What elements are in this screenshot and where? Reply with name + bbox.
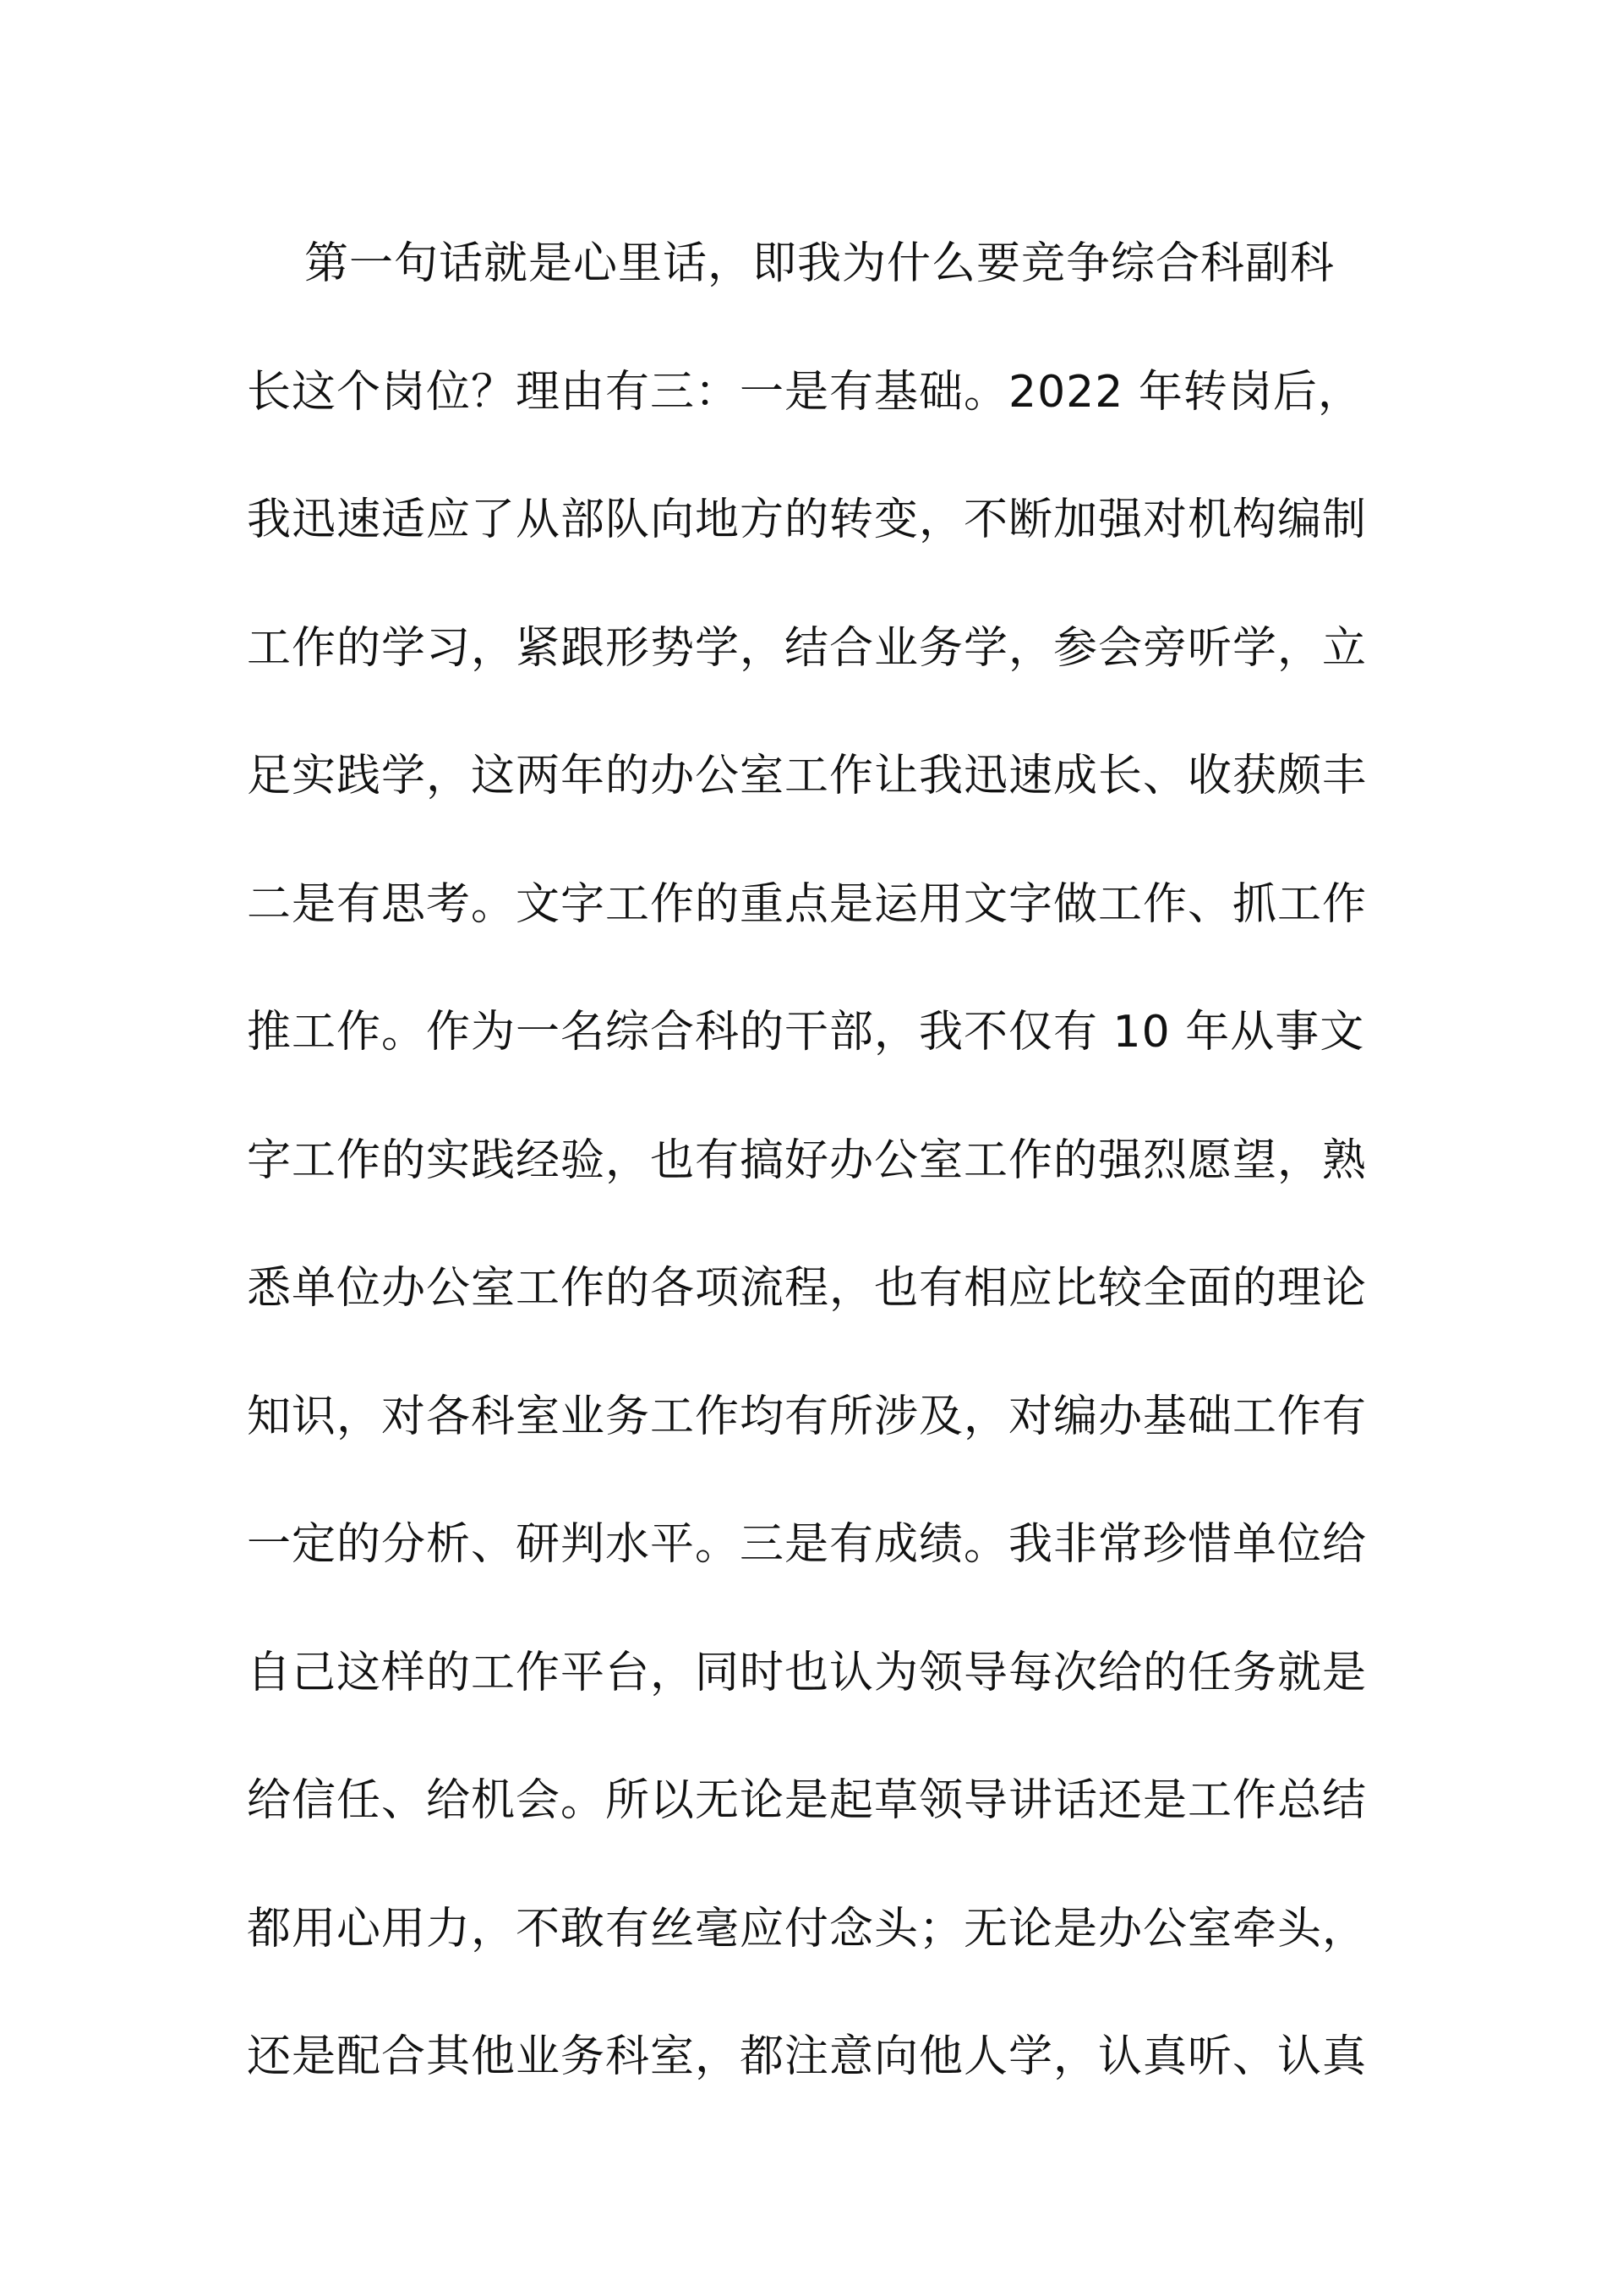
- text-line: 还是配合其他业务科室，都注意向他人学，认真听、认真: [247, 2031, 1368, 2082]
- text-line: 悉单位办公室工作的各项流程，也有相应比较全面的理论: [247, 1263, 1368, 1314]
- body-paragraph: [247, 221, 1388, 2143]
- text-line: 给信任、给机会。所以无论是起草领导讲话还是工作总结: [247, 1775, 1368, 1826]
- text-line: 字工作的实践经验，也有搞好办公室工作的强烈愿望，熟: [247, 1134, 1368, 1186]
- text-line: 一定的分析、研判水平。三是有成绩。我非常珍惜单位给: [247, 1519, 1368, 1570]
- text-line: 都用心用力，不敢有丝毫应付念头；无论是办公室牵头，: [247, 1903, 1368, 1954]
- text-line: 长这个岗位？理由有三：一是有基础。2022 年转岗后，: [247, 366, 1363, 418]
- text-line: 推工作。作为一名综合科的干部，我不仅有 10 年从事文: [247, 1007, 1365, 1058]
- text-line: 第一句话就是心里话，即我为什么要竞争综合科副科: [304, 238, 1336, 289]
- text-line: 知识，对各科室业务工作均有所涉及，对编办基础工作有: [247, 1391, 1368, 1442]
- text-line: 工作的学习，紧跟形势学，结合业务学，参会旁听学，立: [247, 622, 1368, 674]
- text-line: 自己这样的工作平台，同时也认为领导每次给的任务就是: [247, 1647, 1368, 1698]
- text-line: 我迅速适应了从部队向地方的转变，不断加强对机构编制: [247, 495, 1368, 545]
- text-line: 二是有思考。文字工作的重点是运用文字做工作、抓工作: [247, 878, 1368, 930]
- text-line: 足实践学，这两年的办公室工作让我迅速成长、收获颇丰: [247, 751, 1368, 801]
